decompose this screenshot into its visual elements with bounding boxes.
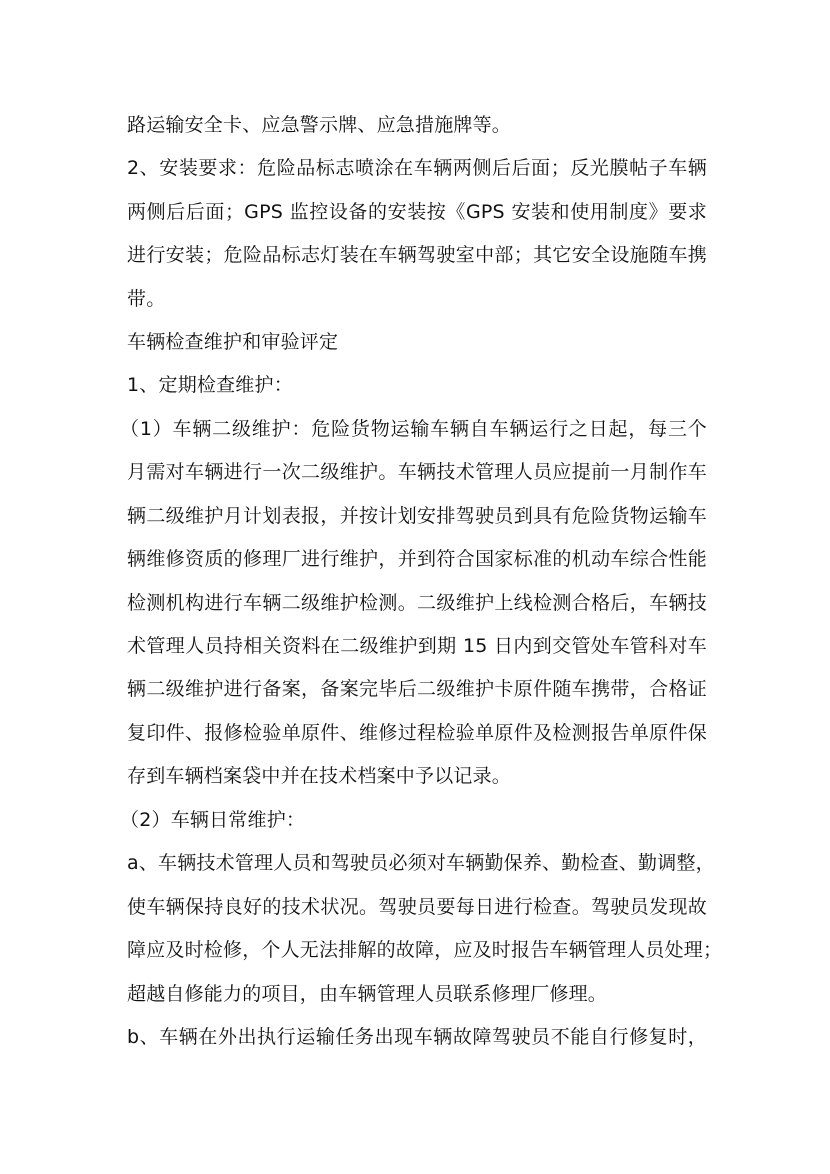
text-line: 复印件、报修检验单原件、维修过程检验单原件及检测报告单原件保 (127, 722, 707, 744)
text-line: 2、安装要求：危险品标志喷涂在车辆两侧后后面；反光膜帖子车辆 (127, 157, 707, 179)
text-line: 带。 (127, 288, 166, 310)
text-line: （2）车辆日常维护： (120, 809, 306, 831)
text-line: 障应及时检修，个人无法排解的故障，应及时报告车辆管理人员处理； (127, 939, 723, 961)
text-line: b、车辆在外出执行运输任务出现车辆故障驾驶员不能自行修复时， (127, 1026, 707, 1048)
text-line: 术管理人员持相关资料在二级维护到期 15 日内到交管处车管科对车 (127, 635, 707, 657)
text-line: 两侧后后面；GPS 监控设备的安装按《GPS 安装和使用制度》要求 (127, 201, 707, 223)
text-line: 超越自修能力的项目，由车辆管理人员联系修理厂修理。 (127, 983, 608, 1005)
text-line: 月需对车辆进行一次二级维护。车辆技术管理人员应提前一月制作车 (127, 461, 707, 483)
text-line: 使车辆保持良好的技术状况。驾驶员要每日进行检查。驾驶员发现故 (127, 896, 707, 918)
text-line: 辆维修资质的修理厂进行维护，并到符合国家标准的机动车综合性能 (127, 548, 707, 570)
text-line: 存到车辆档案袋中并在技术档案中予以记录。 (127, 765, 512, 787)
text-line: 检测机构进行车辆二级维护检测。二级维护上线检测合格后，车辆技 (127, 592, 707, 614)
text-line: 进行安装；危险品标志灯装在车辆驾驶室中部；其它安全设施随车携 (127, 244, 707, 266)
text-line: 路运输安全卡、应急警示牌、应急措施牌等。 (127, 114, 512, 136)
text-line: 辆二级维护月计划表报，并按计划安排驾驶员到具有危险货物运输车 (127, 505, 707, 527)
text-line: 辆二级维护进行备案，备案完毕后二级维护卡原件随车携带，合格证 (127, 678, 707, 700)
section-heading: 车辆检查维护和审验评定 (127, 331, 339, 353)
text-line: （1）车辆二级维护：危险货物运输车辆自车辆运行之日起，每三个 (120, 418, 707, 440)
text-line: 1、定期检查维护： (127, 374, 293, 396)
text-line: a、车辆技术管理人员和驾驶员必须对车辆勤保养、勤检查、勤调整， (127, 852, 715, 874)
